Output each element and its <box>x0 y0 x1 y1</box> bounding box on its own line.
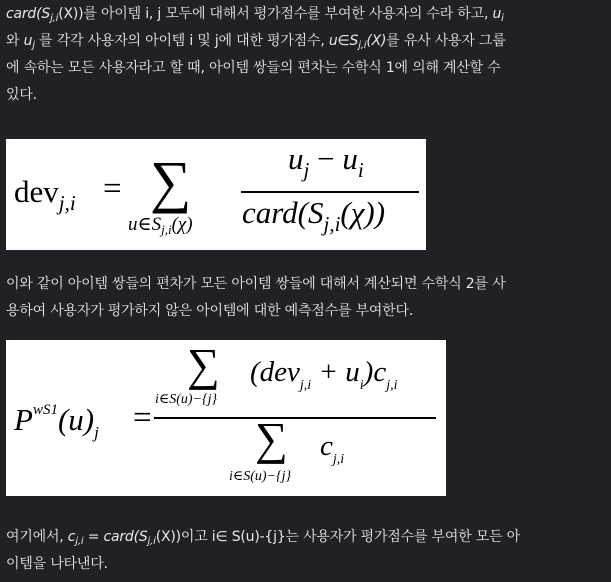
formula-1-fraction-bar <box>241 191 419 193</box>
numerator-sum-range: i∈S(u)−{j} <box>155 392 218 407</box>
formula-2-denominator-term: $c_{j,i}$ <box>320 430 345 467</box>
formula-2-lhs: $P^{wS1}(u)_j$ <box>14 402 99 442</box>
paragraph-explanation <box>6 524 606 578</box>
paragraph-1-line-2: 와 $u_j$ 를 각각 사용자의 아이템 i 및 j에 대한 평가점수, $u\in S_{j,i}(X)$를 유사 사용자 그룹 <box>6 33 506 51</box>
card-expression: $card(S_{j,i}$ <box>6 6 59 24</box>
paragraph-1-line-4: 있다. <box>6 87 37 103</box>
paragraph-3-line-1: 여기에서, $c_{j,i}$ = $card(S_{j,i}(X))$이고 i∈ S(u)-{j}는 사용자가 평가점수를 부여한 모든 아 <box>6 529 520 547</box>
paragraph-2-line-1: 이와 같이 아이템 쌍들의 편차가 모든 아이템 쌍들에 대해서 계산되면 수학식 2를 사 <box>6 276 506 292</box>
formula-1-numerator: $u_j - u_i$ <box>288 141 364 182</box>
formula-1-lhs: dev$_{j,i}$ <box>14 174 76 215</box>
paragraph-3-line-2: 이템을 나타낸다. <box>6 556 108 572</box>
summation-sign: ∑ <box>150 149 192 214</box>
denominator-summation-sign: ∑ <box>255 413 288 464</box>
formula-1-denominator: $card(S_{j,i}(\chi))$ <box>242 195 386 236</box>
paragraph-1-line-3: 에 속하는 모든 사용자라고 할 때, 아이템 쌍들의 편차는 수학식 1에 의해 계산할 수 <box>6 60 501 76</box>
paragraph-2-line-2: 용하여 사용자가 평가하지 않은 아이템에 대한 예측점수를 부여한다. <box>6 303 414 319</box>
formula-2-image <box>6 340 446 496</box>
formula-1-image <box>6 139 426 250</box>
denominator-sum-range: i∈S(u)−{j} <box>229 469 292 484</box>
formula-2-fraction-bar <box>154 417 436 419</box>
formula-2-numerator-term: $(dev_{j,i} + u_i)c_{j,i}$ <box>250 356 398 393</box>
formula-1-equals: = <box>103 171 122 207</box>
numerator-summation-sign: ∑ <box>187 339 220 390</box>
formula-2-equals: = <box>133 400 152 436</box>
paragraph-1-line-1: $card(S_{j,i}(X))$를 아이템 i, j 모두에 대해서 평가점수를 부여한 사용자의 수라 하고, $u_i$ <box>6 6 504 24</box>
paragraph-definitions <box>6 1 606 109</box>
paragraph-deviation-note <box>6 271 606 325</box>
formula-1-sum-range: $u\in S_{j,i}(\chi)$ <box>128 214 193 237</box>
